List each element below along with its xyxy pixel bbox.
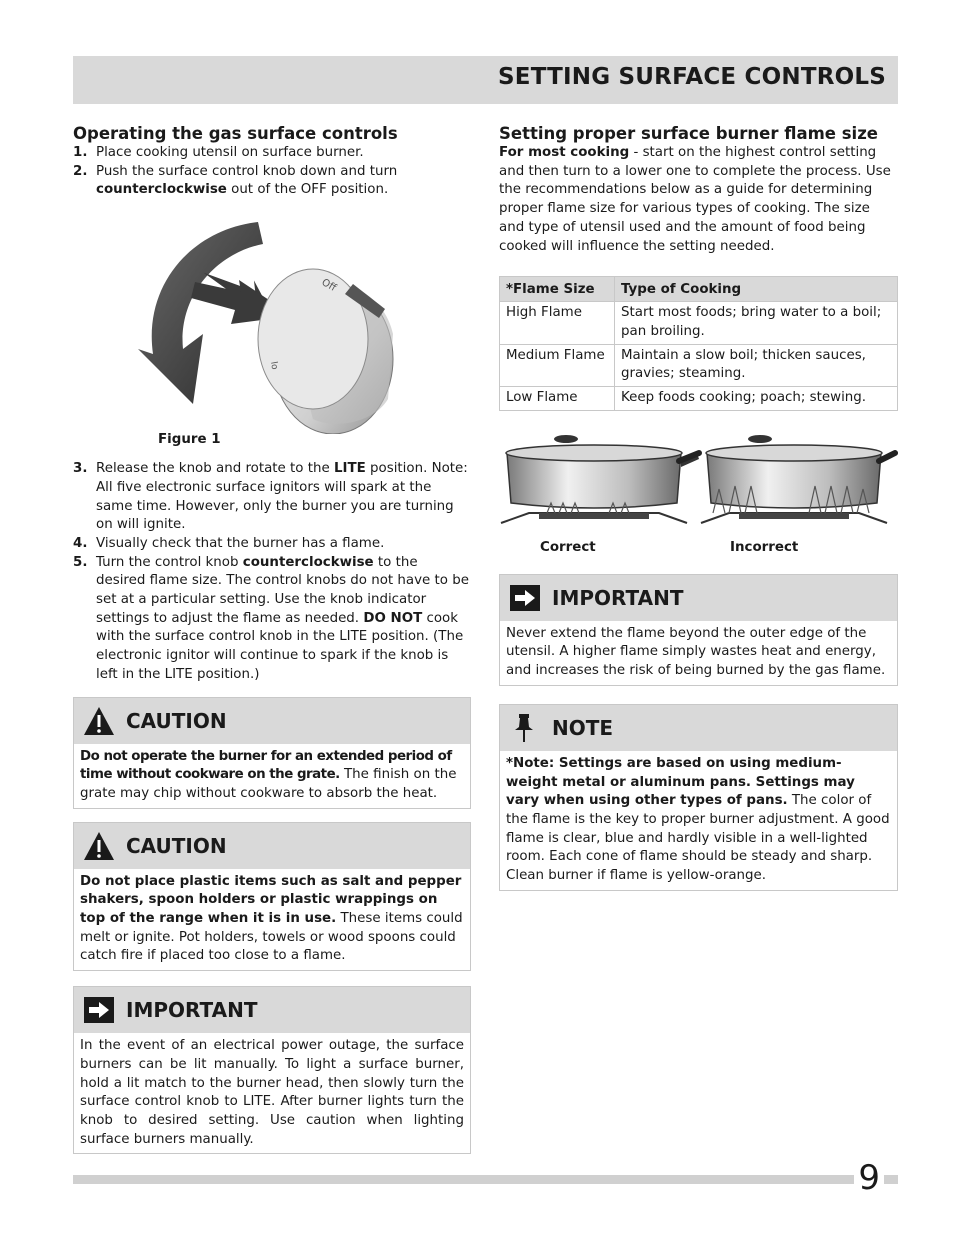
page-title: SETTING SURFACE CONTROLS — [498, 64, 886, 90]
pushpin-icon — [508, 711, 542, 745]
knob-illustration — [133, 214, 403, 434]
section-heading-flame-size: Setting proper surface burner flame size — [499, 124, 878, 143]
step-text-bold: DO NOT — [363, 610, 423, 626]
caution-label: CAUTION — [126, 833, 227, 858]
step-text-bold: counterclockwise — [96, 182, 227, 198]
table-cell: Start most foods; bring water to a boil; pan broiling. — [615, 302, 898, 344]
incorrect-pan — [701, 435, 895, 523]
table-cell: High Flame — [500, 302, 615, 344]
caution-box-2 — [73, 822, 471, 972]
step-5 — [73, 554, 471, 685]
page-number: 9 — [854, 1158, 884, 1198]
arrow-right-icon — [82, 993, 116, 1027]
note-bold-text: *Note: Settings are based on using medium-weight metal or aluminum pans. Settings may vary when using other types of pans. — [506, 755, 855, 809]
note-label: NOTE — [552, 715, 614, 740]
step-number: 2. — [73, 163, 88, 179]
figure-caption: Figure 1 — [158, 432, 221, 448]
step-3 — [73, 460, 471, 535]
important-header — [500, 575, 897, 621]
step-number: 1. — [73, 145, 88, 160]
step-text: Turn the control knob — [96, 554, 243, 570]
note-body — [500, 751, 897, 890]
caution-body — [74, 869, 470, 971]
important-label: IMPORTANT — [552, 585, 684, 610]
flame-intro — [499, 144, 898, 256]
left-column — [73, 123, 471, 1154]
step-text: out of the OFF position. — [226, 182, 389, 198]
header-band — [73, 56, 898, 104]
steps-list-a — [73, 144, 471, 200]
note-header — [500, 705, 897, 751]
step-text-bold: LITE — [333, 461, 366, 477]
important-label: IMPORTANT — [126, 998, 258, 1023]
caution-bold-text: Do not place plastic items such as salt and pepper shakers, spoon holders or plastic wrappings on top of the range when it is in use. — [80, 873, 462, 927]
table-row — [500, 387, 898, 411]
step-text: Push the surface control knob down and turn — [96, 163, 398, 179]
table-cell: Keep foods cooking; poach; stewing. — [615, 387, 898, 411]
knob-off-label: Off — [319, 277, 338, 295]
flame-intro-text: - start on the highest control setting and then turn to a lower one to complete the process. Use the recommendations below as a guide for determining proper flame size for various types of cooking. The size and type of utensil used and the amount of food being cooked will influence the setting needed. — [499, 145, 891, 254]
important-body: Never extend the flame beyond the outer edge of the utensil. A higher flame simply wastes heat and energy, and increases the risk of being burned by the gas flame. — [506, 625, 886, 679]
step-1 — [73, 144, 471, 163]
table-cell: Medium Flame — [500, 344, 615, 386]
step-text: to the desired flame size. The control knobs do not have to be set at a particular setting. Use the knob indicator settings to adjust the flame as needed. — [96, 554, 469, 626]
step-text: Visually check that the burner has a flame. — [96, 535, 385, 551]
arrow-right-icon — [508, 581, 542, 615]
important-header — [74, 987, 470, 1033]
table-header-cell: Type of Cooking — [615, 277, 898, 302]
figure-knob — [73, 204, 471, 450]
note-text: The color of the flame is the key to proper burner adjustment. A good flame is clear, blue and hardly visible in a well-lighted room. Each cone of flame should be steady and sharp. Clean burner if flame is yellow-orange. — [506, 793, 890, 884]
warning-icon — [82, 704, 116, 738]
step-text: Release the knob and rotate to the — [96, 461, 334, 477]
footer-bar — [73, 1175, 898, 1184]
step-text: position. Note: All five electronic surface ignitors will spark at the same time. However, only the burner you are turning on will ignite. — [96, 461, 468, 533]
caution-text: These items could melt or ignite. Pot holders, towels or wood spoons could catch fire if placed too close to a flame. — [80, 911, 463, 964]
table-row — [500, 302, 898, 344]
table-cell: Low Flame — [500, 387, 615, 411]
note-box — [499, 704, 898, 891]
table-header-cell: *Flame Size — [500, 277, 615, 302]
table-header-row — [500, 277, 898, 302]
pan-caption-incorrect: Incorrect — [730, 539, 799, 555]
pan-caption-correct: Correct — [540, 539, 596, 555]
caution-box-1 — [73, 697, 471, 809]
caution-header — [74, 823, 470, 869]
step-4 — [73, 535, 471, 554]
important-box-right — [499, 574, 898, 686]
table-row — [500, 344, 898, 386]
caution-header — [74, 698, 470, 744]
caution-label: CAUTION — [126, 708, 227, 733]
steps-list-b — [73, 460, 471, 684]
step-number: 5. — [73, 554, 88, 570]
flame-intro-bold: For most cooking — [499, 145, 630, 160]
important-box-left — [73, 986, 471, 1154]
pans-illustration — [499, 431, 898, 561]
step-2 — [73, 163, 471, 200]
important-body: In the event of an electrical power outage, the surface burners can be lit manually. To light a surface burner, hold a lit match to the burner head, then slowly turn the surface control knob to LITE. After burner lights turn the knob to desired setting. Use caution when lighting surface burners manually. — [80, 1038, 464, 1147]
table-cell: Maintain a slow boil; thicken sauces, gravies; steaming. — [615, 344, 898, 386]
caution-body — [74, 744, 470, 808]
step-text: Place cooking utensil on surface burner. — [96, 145, 364, 160]
pans-drawing — [499, 431, 898, 536]
right-column — [499, 123, 898, 891]
warning-icon — [82, 829, 116, 863]
section-heading-operating: Operating the gas surface controls — [73, 124, 398, 143]
step-number: 3. — [73, 461, 88, 477]
caution-text: The finish on the grate may chip without cookware to absorb the heat. — [80, 767, 457, 801]
flame-size-table — [499, 276, 898, 411]
correct-pan — [501, 435, 699, 523]
step-number: 4. — [73, 535, 88, 551]
step-text-bold: counterclockwise — [242, 554, 374, 570]
knob-lo-label: lo — [268, 360, 280, 371]
caution-bold-text: Do not operate the burner for an extended period of time without cookware on the grate. — [80, 748, 452, 783]
step-text: cook with the surface control knob in the LITE position. (The electronic ignitor will continue to spark if the knob is left in the LITE position.) — [96, 610, 464, 682]
